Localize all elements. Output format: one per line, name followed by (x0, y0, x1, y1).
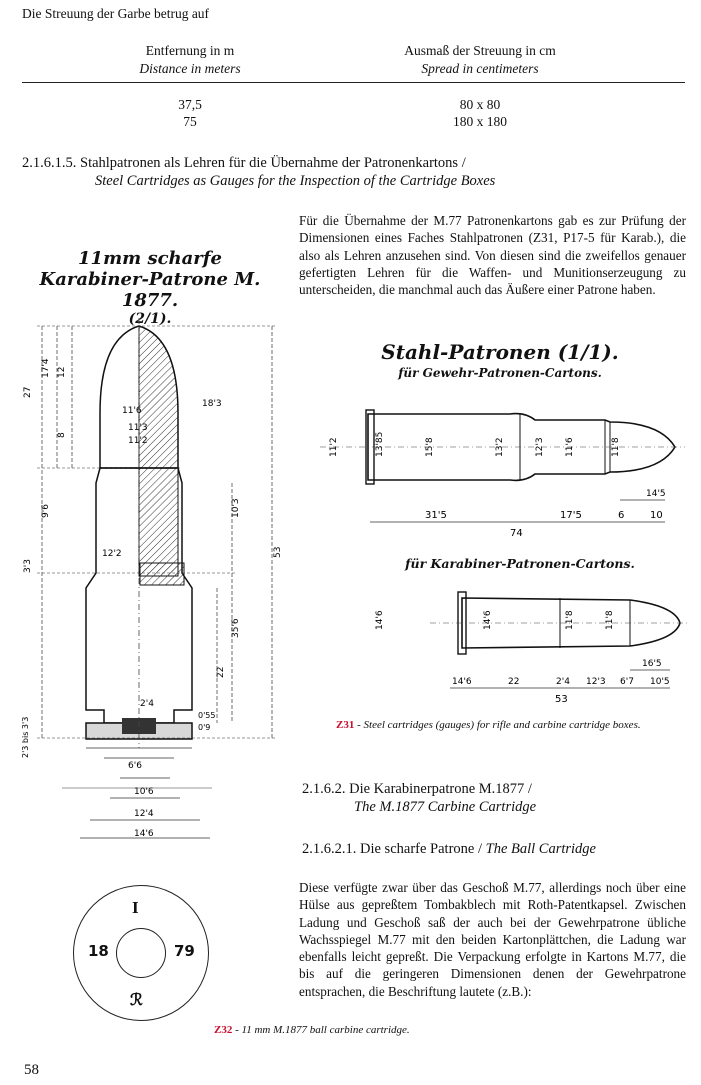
dim-label: 17'5 (560, 510, 582, 521)
dim-label: 12'3 (586, 677, 606, 687)
dim-label: 11'2 (128, 436, 148, 446)
section-heading-de: 2.1.6.2.1. Die scharfe Patrone / (302, 841, 486, 857)
caption-z32-label: Z32 (214, 1024, 233, 1036)
headstamp-disc (73, 885, 209, 1021)
table-column-distance (140, 96, 240, 130)
wax-wad (140, 563, 184, 585)
headstamp-bottom: ℛ (130, 992, 143, 1009)
right-figure-sub-rifle: für Gewehr-Patronen-Cartons. (398, 366, 602, 380)
dim-label: 9'6 (41, 504, 51, 518)
dim-label: 17'4 (41, 358, 51, 378)
right-figure-sub-carbine: für Karabiner-Patronen-Cartons. (405, 556, 635, 571)
dim-label: 22 (216, 666, 226, 678)
dim-label: 13'2 (495, 437, 505, 457)
dim-label: 0'55 (198, 711, 216, 720)
headstamp-top: I (132, 898, 139, 917)
dim-label: 11'6 (565, 437, 575, 457)
dim-label: 27 (23, 386, 33, 398)
right-figure-title: Stahl-Patronen (1/1). (381, 340, 619, 364)
dim-label: 14'6 (134, 829, 154, 839)
dim-label: 11'2 (329, 437, 339, 457)
dim-label: 11'3 (128, 423, 148, 433)
table-cell: 180 x 180 (453, 114, 507, 129)
table-cell: 80 x 80 (459, 97, 501, 112)
dim-label: 12'2 (102, 549, 122, 559)
dim-label: 10'3 (231, 498, 241, 518)
steel-gauge-rifle-drawing (320, 392, 690, 552)
dim-label: 10'6 (134, 787, 154, 797)
dim-label: 14'6 (452, 677, 472, 687)
left-figure-title (30, 248, 270, 327)
dim-label: 3'3 (23, 559, 33, 573)
base-dimension-lines (60, 770, 260, 840)
dim-label: 2'4 (140, 699, 154, 709)
page-number: 58 (24, 1062, 39, 1078)
dim-label: 14'5 (646, 489, 666, 499)
left-title-line1: 11mm scharfe (78, 248, 222, 269)
dim-label: 31'5 (425, 510, 447, 521)
dim-label: 10'5 (650, 677, 670, 687)
dim-label: 53 (555, 694, 568, 705)
dim-label: 0'9 (198, 723, 211, 732)
dim-label: 12 (57, 366, 67, 378)
table-header-distance (100, 42, 280, 78)
header-distance-de: Entfernung in m (145, 43, 235, 58)
dim-label: 2'4 (556, 677, 570, 687)
bullet-section (139, 326, 178, 576)
dim-label: 16'5 (642, 659, 662, 669)
paragraph-steel-gauges: Für die Übernahme der M.77 Patronenkartons gab es zur Prüfung der Dimensionen eines Faches Stahlpatronen (Z31, P17-5 für Karab.), die also als Lehren anzusehen sind. Von diesen sind die zweifellos genauer gefertigten Lehren für die Waffen- und Munitionserzeugung zu unterscheiden, die manchmal auch das Äußere einer Patrone haben. (299, 213, 686, 298)
table-cell: 37,5 (178, 97, 202, 112)
dim-label: 12'4 (134, 809, 154, 819)
section-heading-de: 2.1.6.1.5. Stahlpatronen als Lehren für die Übernahme der Patronenkartons / (22, 155, 466, 171)
caption-z31-text: - Steel cartridges (gauges) for rifle and carbine cartridge boxes. (354, 719, 641, 731)
section-heading-en: Steel Cartridges as Gauges for the Inspection of the Cartridge Boxes (95, 173, 496, 189)
dim-label: 11'8 (565, 610, 575, 630)
table-cell: 75 (183, 114, 197, 129)
dim-label: 14'6 (375, 610, 385, 630)
caption-z31-label: Z31 (336, 719, 355, 731)
dim-label: 14'6 (483, 610, 493, 630)
header-distance-en: Distance in meters (139, 61, 241, 76)
dim-label: 74 (510, 528, 523, 539)
dim-label: 6 (618, 510, 625, 521)
table-rule (22, 82, 685, 83)
dim-label: 8 (57, 432, 67, 438)
dim-label: 18'3 (202, 399, 222, 409)
dim-label: 15'8 (425, 437, 435, 457)
left-title-line3: (2/1). (128, 311, 172, 327)
section-heading-carbine-cartridge (302, 780, 682, 816)
carbine-cartridge-drawing (21, 318, 292, 771)
dim-label: 6'7 (620, 677, 634, 687)
dim-label: 10 (650, 510, 663, 521)
dim-label: 53 (273, 546, 283, 558)
table-header-spread (370, 42, 590, 78)
table-column-spread (420, 96, 540, 130)
dim-label: 22 (508, 677, 520, 687)
dim-label: 2'3 bis 3'3 (21, 716, 30, 758)
section-heading-en: The Ball Cartridge (485, 841, 596, 857)
dim-label: 12'3 (535, 437, 545, 457)
dim-label: 11'8 (611, 437, 621, 457)
section-heading-steel-cartridges (22, 154, 692, 190)
dim-label: 35'6 (231, 618, 241, 638)
paragraph-ball-cartridge: Diese verfügte zwar über das Geschoß M.77, allerdings noch über eine Hülse aus gepreßtem Tombakblech mit Roth-Patentkapsel. Zwischen Ladung und Geschoß saß der auch bei der Gewehrpatrone übliche Wachsspiegel M.77 mit den beiden Kartonplättchen, die Ladung war ebenfalls leicht gepreßt. Die Verpackung erfolgte in Kartons M.77, die bis auf die geringeren Dimensionen denen der Gewehrpatrone entsprachen, die Beschriftung lautete (z.B.): (299, 880, 686, 999)
headstamp-right: 79 (174, 942, 195, 960)
section-heading-ball-cartridge (302, 840, 682, 858)
dim-label: 6'6 (128, 761, 142, 771)
left-title-line2: Karabiner-Patrone M. 1877. (39, 269, 261, 311)
section-heading-en: The M.1877 Carbine Cartridge (354, 799, 537, 815)
primer-ring (116, 928, 166, 978)
steel-gauge-carbine-drawing (330, 578, 690, 713)
caption-z32 (214, 1024, 410, 1036)
section-heading-de: 2.1.6.2. Die Karabinerpatrone M.1877 / (302, 781, 532, 797)
header-spread-de: Ausmaß der Streuung in cm (404, 43, 556, 58)
caption-z31 (336, 719, 641, 731)
dim-label: 11'8 (605, 610, 615, 630)
dim-label: 11'6 (122, 406, 142, 416)
headstamp-left: 18 (88, 942, 109, 960)
header-spread-en: Spread in centimeters (421, 61, 539, 76)
caption-z32-text: - 11 mm M.1877 ball carbine cartridge. (232, 1024, 410, 1036)
intro-text: Die Streuung der Garbe betrug auf (22, 6, 210, 21)
dim-label: 13'85 (375, 431, 385, 457)
